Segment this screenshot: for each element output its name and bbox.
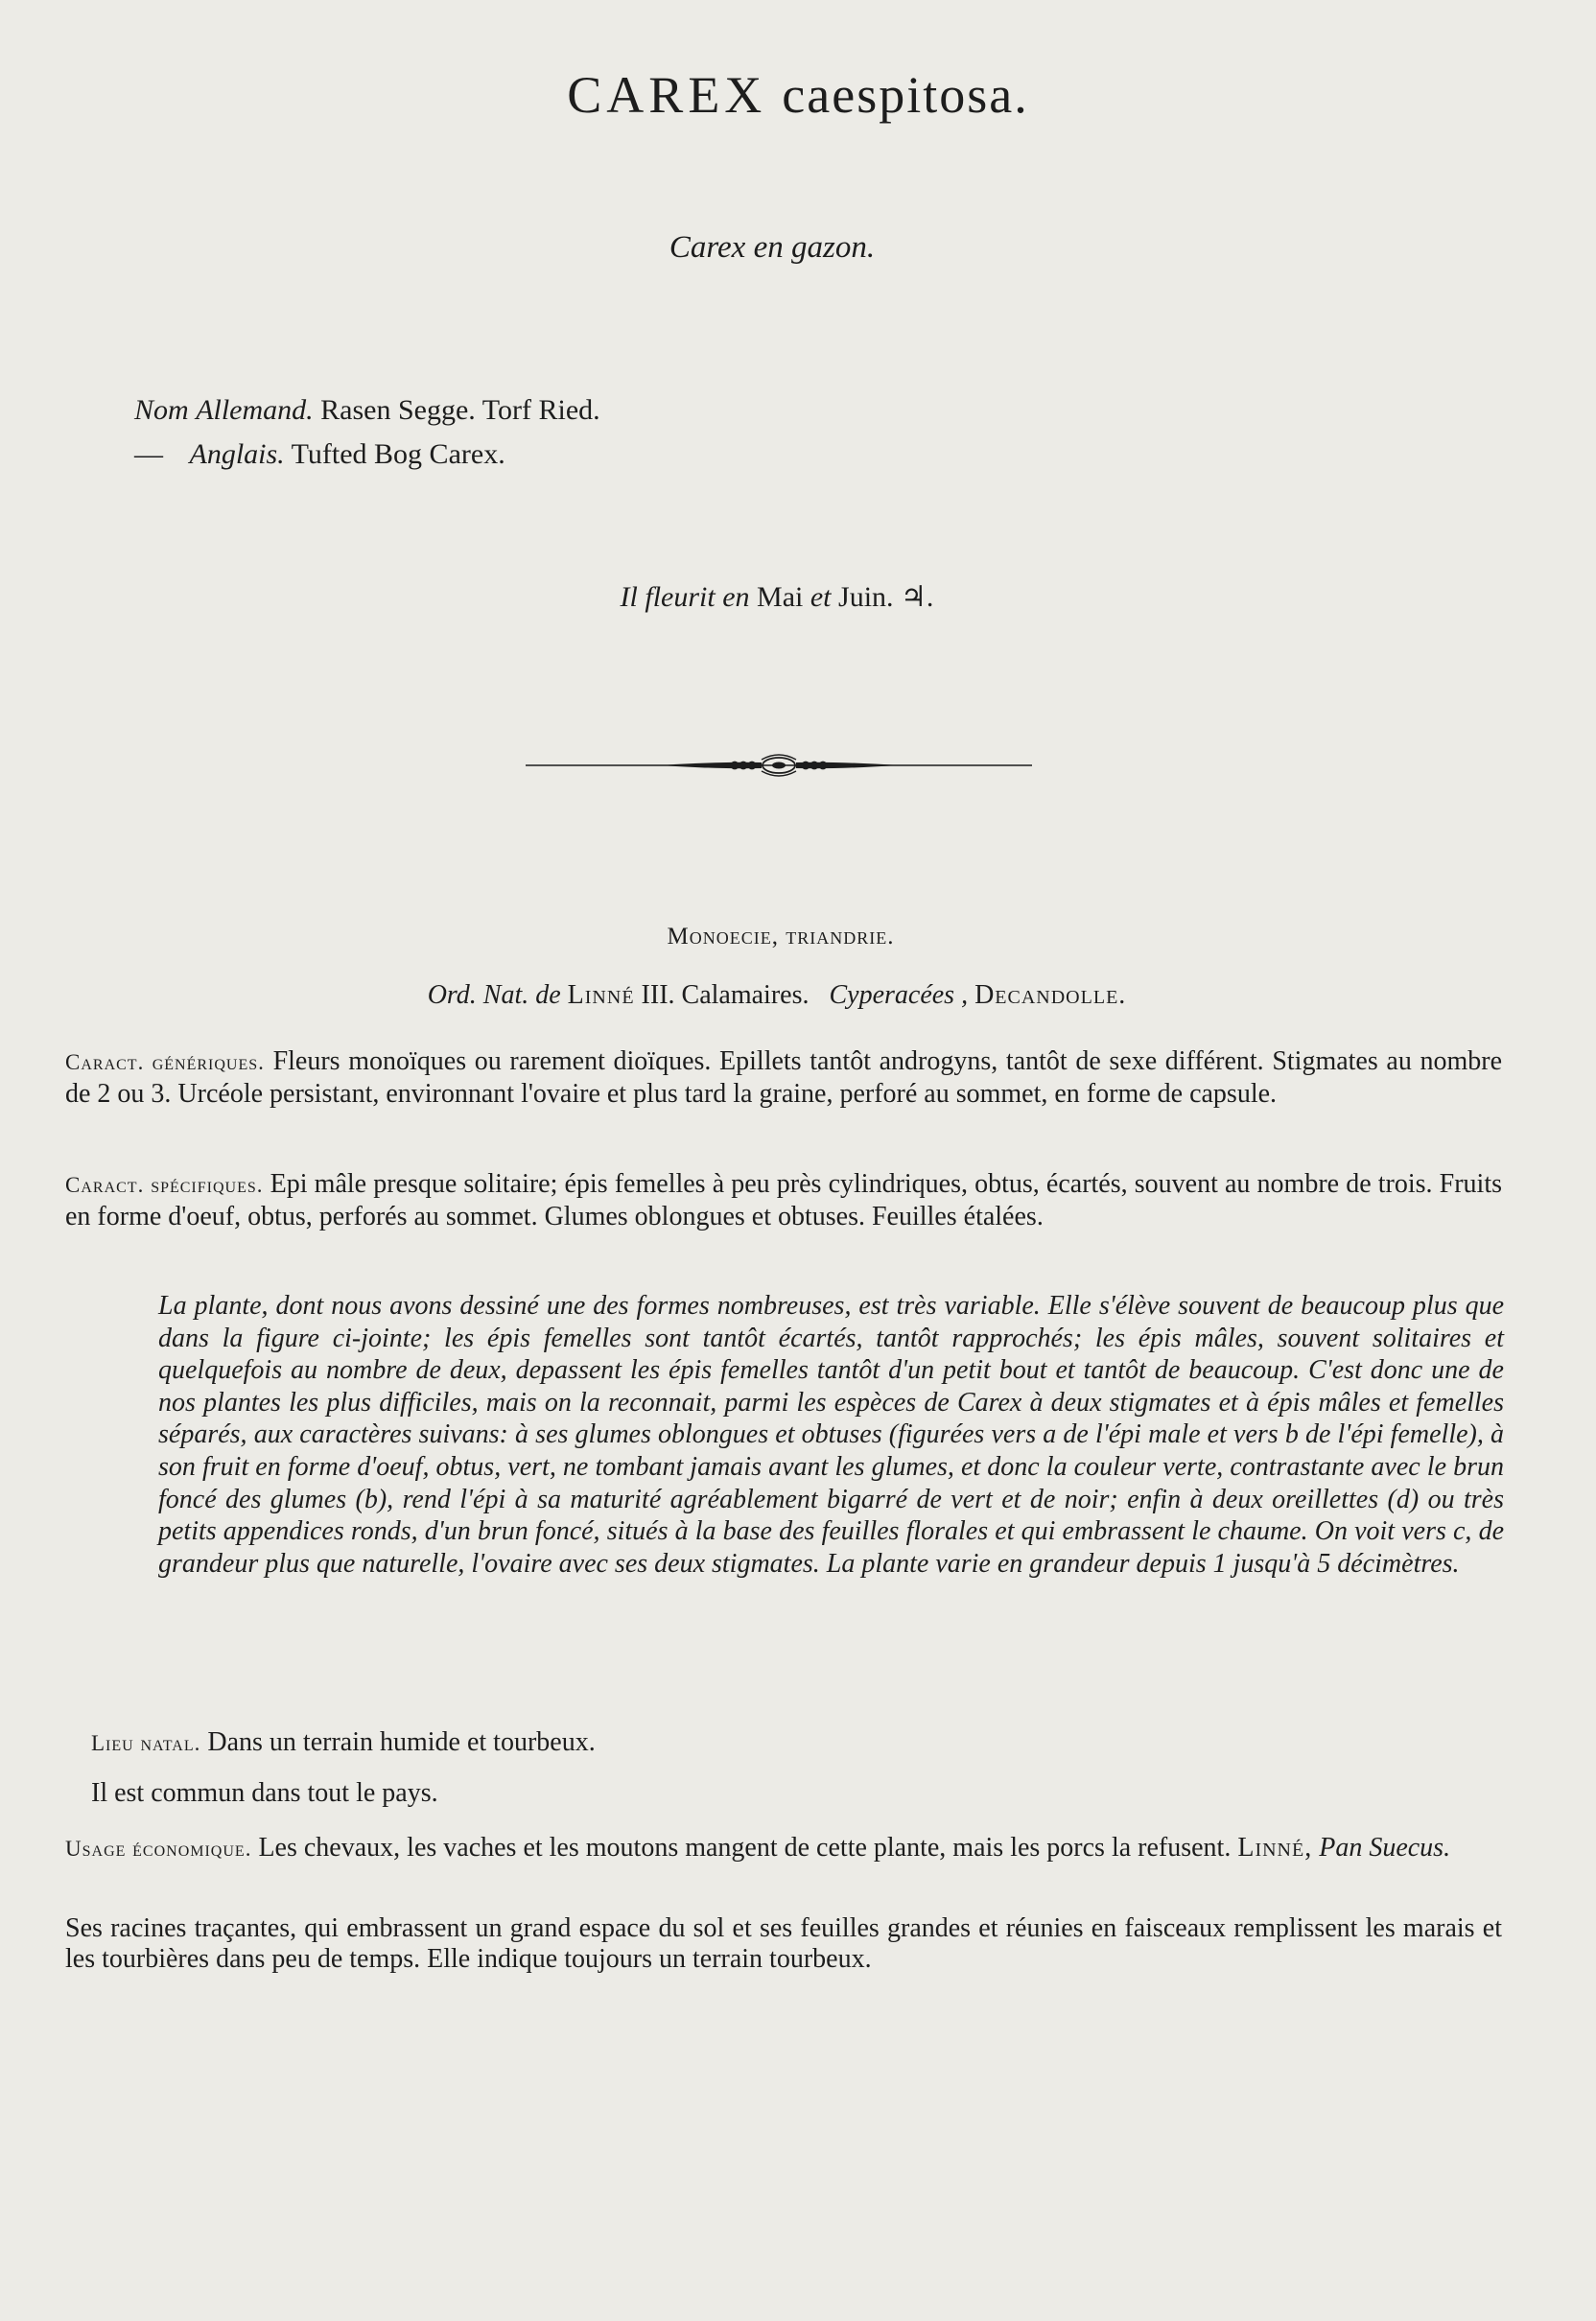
- usage-label: Usage économique.: [65, 1837, 252, 1861]
- usage-pan-suecus: Pan Suecus.: [1319, 1833, 1451, 1863]
- month-june: Juin.: [838, 581, 894, 613]
- flowering-prefix: Il fleurit en: [620, 581, 750, 613]
- german-lang-label: Allemand.: [196, 394, 314, 426]
- species-name: caespitosa.: [782, 66, 1029, 124]
- german-name: Rasen Segge. Torf Ried.: [320, 394, 600, 426]
- german-name-row: [134, 388, 600, 433]
- generic-characters: [65, 1045, 1502, 1110]
- specific-text: Epi mâle presque solitaire; épis femelles à peu près cylindriques, obtus, écartés, souvent au nombre de trois. Fruits en forme d'oeuf, obtus, perforés au sommet. Glumes oblongues et obtuses. Feuilles étalées.: [65, 1169, 1502, 1231]
- english-lang-label: Anglais.: [189, 438, 285, 470]
- ord-prefix: Ord. Nat. de: [427, 980, 561, 1010]
- commonness-note: Il est commun dans tout le pays.: [91, 1778, 438, 1808]
- ord-calamaires: III. Calamaires.: [641, 980, 810, 1010]
- month-may: Mai: [757, 581, 804, 613]
- usage-linne: Linné,: [1237, 1833, 1313, 1863]
- ornament-divider-icon: [526, 746, 1032, 785]
- genus-name: CAREX: [567, 66, 767, 124]
- perennial-symbol: ♃.: [901, 581, 934, 613]
- generic-text: Fleurs monoïques ou rarement dioïques. Epillets tantôt androgyns, tantôt de sexe différent. Stigmates au nombre de 2 ou 3. Urcéole persistant, environnant l'ovaire et plus tard la graine, perforé au sommet, en forme de capsule.: [65, 1046, 1502, 1109]
- flowering-et: et: [810, 581, 832, 613]
- natural-order: [0, 980, 1554, 1011]
- native-habitat: [91, 1726, 1511, 1759]
- english-name-row: [134, 433, 600, 477]
- vernacular-names: [134, 388, 600, 477]
- english-name: Tufted Bog Carex.: [291, 438, 505, 470]
- economic-use: [65, 1832, 1502, 1864]
- ord-decandolle: Decandolle.: [974, 980, 1127, 1010]
- common-name-fr: Carex en gazon.: [669, 230, 876, 265]
- description-paragraph: La plante, dont nous avons dessiné une des formes nombreuses, est très variable. Elle s'élève souvent de beaucoup plus que dans la figure ci-jointe; les épis femelles sont tantôt écartés, tantôt rapprochés; les épis mâles, souvent solitaires et quelquefois au nombre de deux, depassent les épis femelles tantôt d'un petit bout et tantôt de beaucoup. C'est donc une de nos plantes les plus difficiles, mais on la reconnait, parmi les espèces de Carex à deux stigmates et à épis mâles et femelles séparés, aux caractères suivans: à ses glumes oblongues et obtuses (figurées vers a de l'épi male et vers b de l'épi femelle), à son fruit en forme d'oeuf, obtus, vert, ne tombant jamais avant les glumes, et donc la couleur verte, contrastante avec le brun foncé des glumes (b), rend l'épi à sa maturité agréablement bigarré de vert et de noir; enfin à deux oreillettes (d) ou très petits appendices ronds, d'un brun foncé, situés à la base des feuilles florales et qui embrassent le chaume. On voit vers c, de grandeur plus que naturelle, l'ovaire avec ses deux stigmates. La plante varie en grandeur depuis 1 jusqu'à 5 décimètres.: [158, 1291, 1504, 1579]
- ord-linne: Linné: [567, 980, 635, 1010]
- flowering-time: [0, 580, 1554, 614]
- page-title: [0, 65, 1596, 125]
- generic-label: Caract. génériques.: [65, 1050, 265, 1074]
- habitat-text: Dans un terrain humide et tourbeux.: [207, 1727, 596, 1757]
- ditto-dash: —: [134, 438, 163, 470]
- roots-paragraph: Ses racines traçantes, qui embrassent un grand espace du sol et ses feuilles grandes et réunies en faisceaux remplissent les marais et les tourbières dans peu de temps. Elle indique toujours un terrain tourbeux.: [65, 1913, 1502, 1974]
- ord-cyperacees: Cyperacées ,: [829, 980, 969, 1010]
- linnaean-class: Monoecie, triandrie.: [667, 924, 895, 950]
- german-prefix: Nom: [134, 394, 189, 426]
- usage-text: Les chevaux, les vaches et les moutons mangent de cette plante, mais les porcs la refusent.: [258, 1833, 1232, 1863]
- habitat-label: Lieu natal.: [91, 1731, 201, 1755]
- specific-label: Caract. spécifiques.: [65, 1173, 264, 1197]
- specific-characters: [65, 1168, 1502, 1232]
